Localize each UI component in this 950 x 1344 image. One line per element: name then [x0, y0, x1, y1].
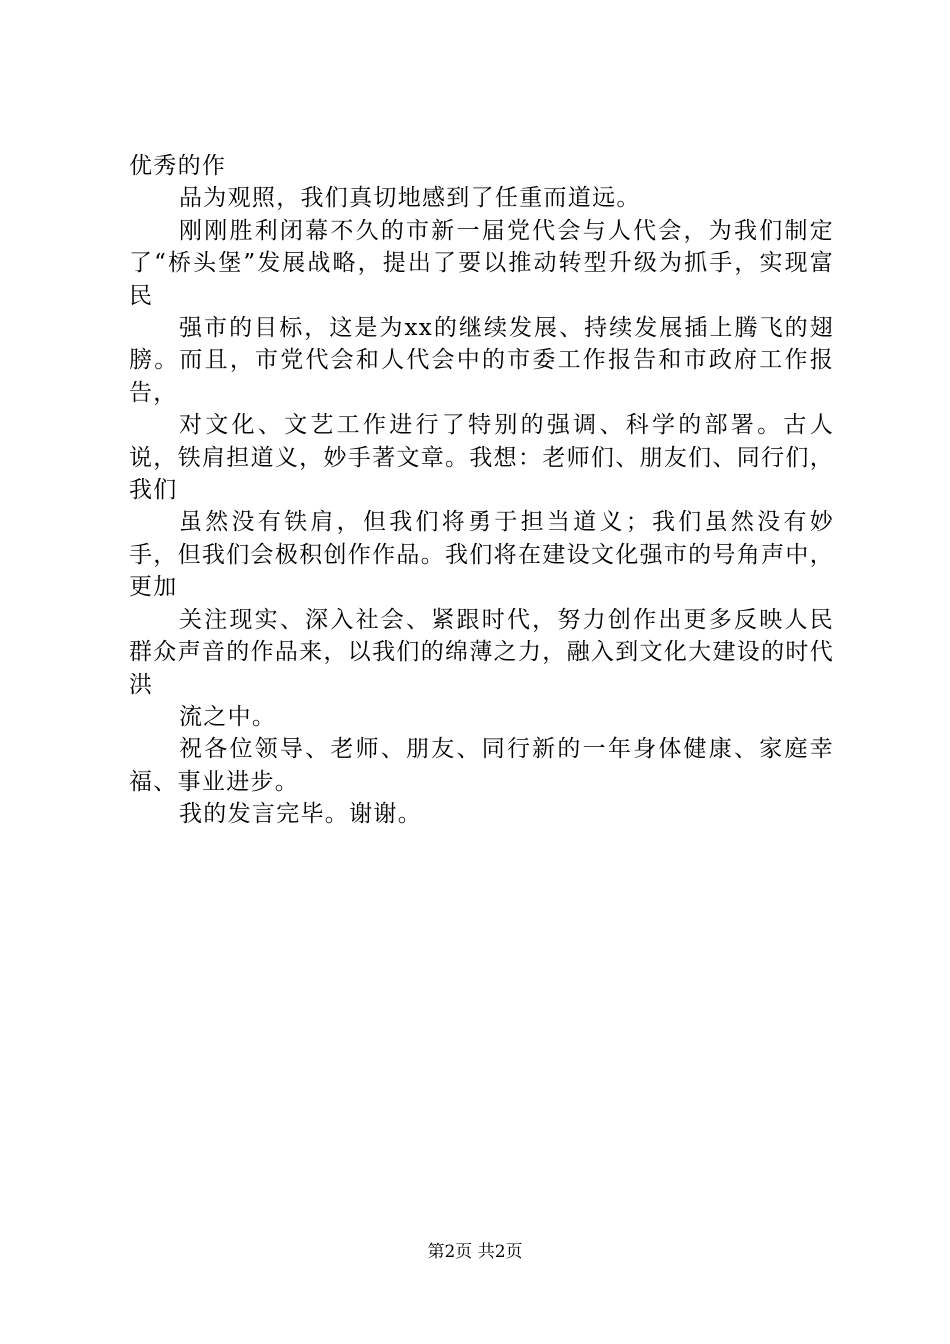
paragraph-8: 流之中。: [179, 703, 277, 730]
paragraph-1: 优秀的作: [129, 153, 227, 179]
paragraph-10: 我的发言完毕。谢谢。: [179, 801, 422, 828]
page-number-label: 第2页 共2页: [427, 1242, 523, 1262]
paragraph-3: 刚刚胜利闭幕不久的市新一届党代会与人代会，为我们制定了“桥头堡”发展战略，提出了要以推动转型升级为抓手，实现富民: [129, 217, 834, 309]
page-footer: [0, 1240, 950, 1264]
paragraph-9: 祝各位领导、老师、朋友、同行新的一年身体健康、家庭幸福、事业进步。: [129, 736, 834, 795]
paragraph-7: 关注现实、深入社会、紧跟时代，努力创作出更多反映人民群众声音的作品来，以我们的绵薄之力，融入到文化大建设的时代洪: [129, 606, 834, 698]
paragraph-4: 强市的目标，这是为xx的继续发展、持续发展插上腾飞的翅膀。而且，市党代会和人代会中的市委工作报告和市政府工作报告，: [129, 315, 834, 406]
paragraph-5: 对文化、文艺工作进行了特别的强调、科学的部署。古人说，铁肩担道义，妙手著文章。我想：老师们、朋友们、同行们，我们: [129, 412, 834, 504]
paragraph-2: 品为观照，我们真切地感到了任重而道远。: [179, 185, 641, 212]
paragraph-6: 虽然没有铁肩，但我们将勇于担当道义；我们虽然没有妙手，但我们会极积创作作品。我们将在建设文化强市的号角声中，更加: [129, 509, 834, 601]
document-body: [129, 150, 834, 831]
